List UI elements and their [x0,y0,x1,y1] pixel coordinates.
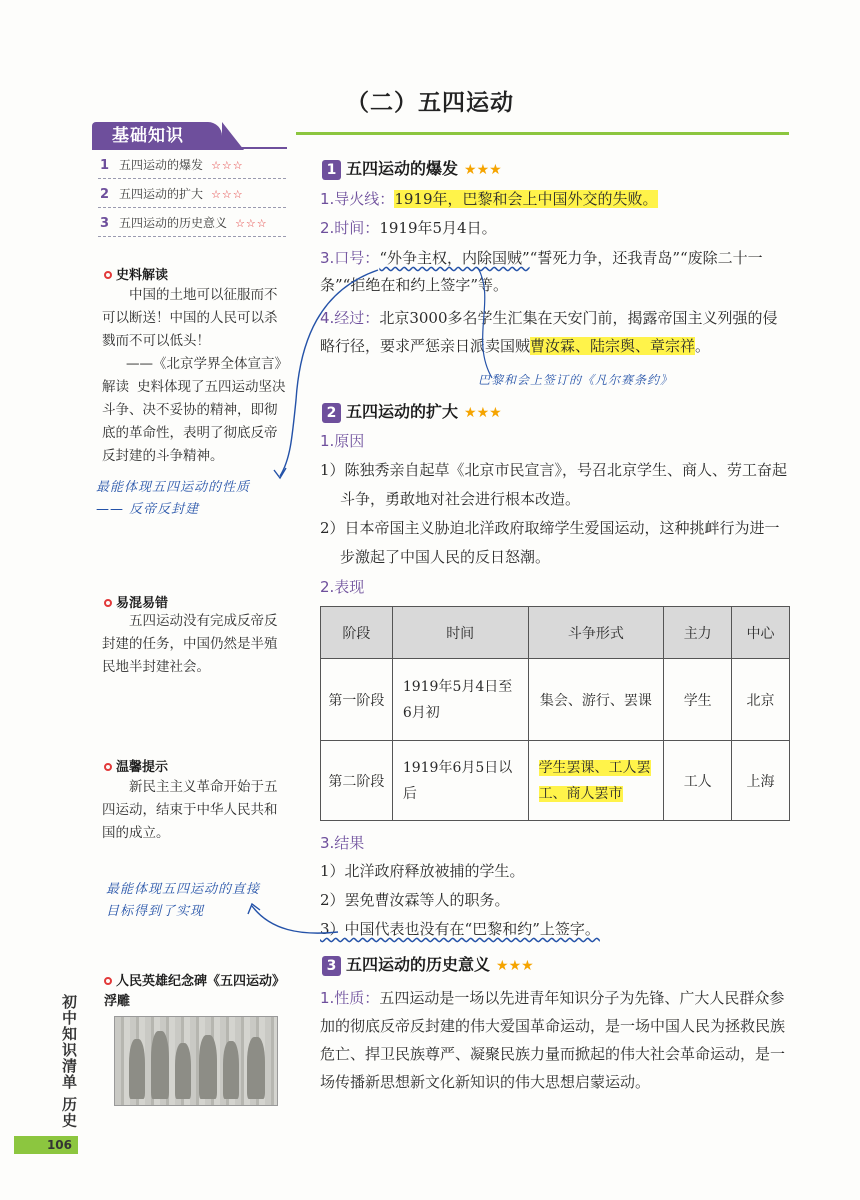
section-number-badge: 3 [322,956,341,976]
confuse-text: 五四运动没有完成反帝反封建的任务，中国仍然是半殖民地半封建社会。 [102,613,278,675]
toc-number: 3 [100,216,110,231]
fuse-line: 1.导火线：1919年，巴黎和会上中国外交的失败。 [320,190,658,208]
result-item: 2）罢免曹汝霖等人的职务。 [320,891,510,909]
process-line: 4.经过：北京3000多名学生汇集在天安门前，揭露帝国主义列强的侵略行径，要求严惩亲日派卖国贼曹汝霖、陆宗舆、章宗祥。 [320,309,778,355]
section-number-badge: 1 [322,160,341,180]
nature-paragraph: 1.性质：五四运动是一场以先进青年知识分子为先锋、广大人民群众参加的彻底反帝反封建的伟大爱国革命运动，是一场中国人民为拯救民族危亡、捍卫民族尊严、凝聚民族力量而掀起的伟大社会革命运动，是一场传播新思想新文化新知识的伟大思想启蒙运动。 [320,989,786,1091]
book-label: 初中知识清单 历史 [60,994,78,1129]
result-item: 1）北洋政府释放被捕的学生。 [320,862,525,880]
page-number: 106 [14,1136,78,1154]
result-label: 3.结果 [320,834,365,852]
table-cell: 第一阶段 [321,659,393,741]
table-cell: 1919年6月5日以后 [392,741,528,821]
arrow-line [280,270,378,476]
handwritten-note: —— 反帝反封建 [96,502,200,517]
toc-text: 五四运动的爆发 [119,158,204,172]
star-icon: ☆☆☆ [211,159,244,172]
performance-label: 2.表现 [320,578,365,596]
table-header: 主力 [664,607,732,659]
toc-text: 五四运动的历史意义 [119,216,228,230]
source-quote: 中国的土地可以征服而不可以断送！中国的人民可以杀戮而不可以低头！ [102,287,278,349]
table-cell: 1919年5月4日至6月初 [392,659,528,741]
star-icon: ★★★ [464,162,502,178]
table-header: 斗争形式 [528,607,664,659]
tip-heading: 温馨提示 [104,756,168,775]
handwritten-note: 最能体现五四运动的性质 [96,480,251,495]
confuse-heading: 易混易错 [104,592,168,611]
source-heading: 史料解读 [104,264,168,283]
star-icon: ☆☆☆ [235,217,268,230]
handwritten-annotation: 巴黎和会上签订的《凡尔赛条约》 [478,373,674,387]
star-icon: ☆☆☆ [211,188,244,201]
arrow-line [478,268,492,378]
sidebar-tab: 基础知识 [92,122,222,150]
star-icon: ★★★ [464,405,502,421]
result-item: 3）中国代表也没有在“巴黎和约”上签字。 [320,920,600,938]
table-cell: 北京 [732,659,790,741]
toc-number: 1 [100,158,110,173]
table-cell: 第二阶段 [321,741,393,821]
section-number-badge: 2 [322,403,341,423]
star-icon: ★★★ [496,958,534,974]
toc-number: 2 [100,187,110,202]
arrow-line [252,906,338,933]
handwritten-note: 最能体现五四运动的直接 [106,882,261,897]
time-line: 2.时间：1919年5月4日。 [320,219,497,237]
relief-heading: 人民英雄纪念碑《五四运动》浮雕 [104,974,286,1009]
cause-item: 2）日本帝国主义胁迫北洋政府取缔学生爱国运动，这种挑衅行为进一步激起了中国人民的反日怒潮。 [320,519,780,566]
table-cell: 上海 [732,741,790,821]
table-header: 中心 [732,607,790,659]
section-heading: 1 五四运动的爆发 ★★★ [322,156,502,180]
source-reference: ——《北京学界全体宣言》 [126,356,288,372]
section-heading: 3 五四运动的历史意义 ★★★ [322,952,534,976]
toc-text: 五四运动的扩大 [119,187,204,201]
section-heading: 2 五四运动的扩大 ★★★ [322,399,502,423]
cause-item: 1）陈独秀亲自起草《北京市民宣言》，号召北京学生、商人、劳工奋起斗争，勇敢地对社会进行根本改造。 [320,461,788,508]
table-cell: 学生 [664,659,732,741]
table-header: 阶段 [321,607,393,659]
table-cell: 工人 [664,741,732,821]
table-cell: 学生罢课、工人罢工、商人罢市 [528,741,664,821]
source-reading: 解读 史料体现了五四运动坚决斗争、决不妥协的精神，即彻底的革命性，表明了彻底反帝反封建的斗争精神。 [102,379,286,464]
handwritten-note: 目标得到了实现 [106,904,205,919]
slogan-line: 3.口号：“外争主权，内除国贼”“誓死力争，还我青岛”“废除二十一条”“拒绝在和约上签字”等。 [320,249,763,294]
table-header: 时间 [392,607,528,659]
page-title: （二）五四运动 [346,90,514,116]
table-cell: 集会、游行、罢课 [528,659,664,741]
tip-text: 新民主主义革命开始于五四运动，结束于中华人民共和国的成立。 [102,779,278,841]
cause-label: 1.原因 [320,432,365,450]
